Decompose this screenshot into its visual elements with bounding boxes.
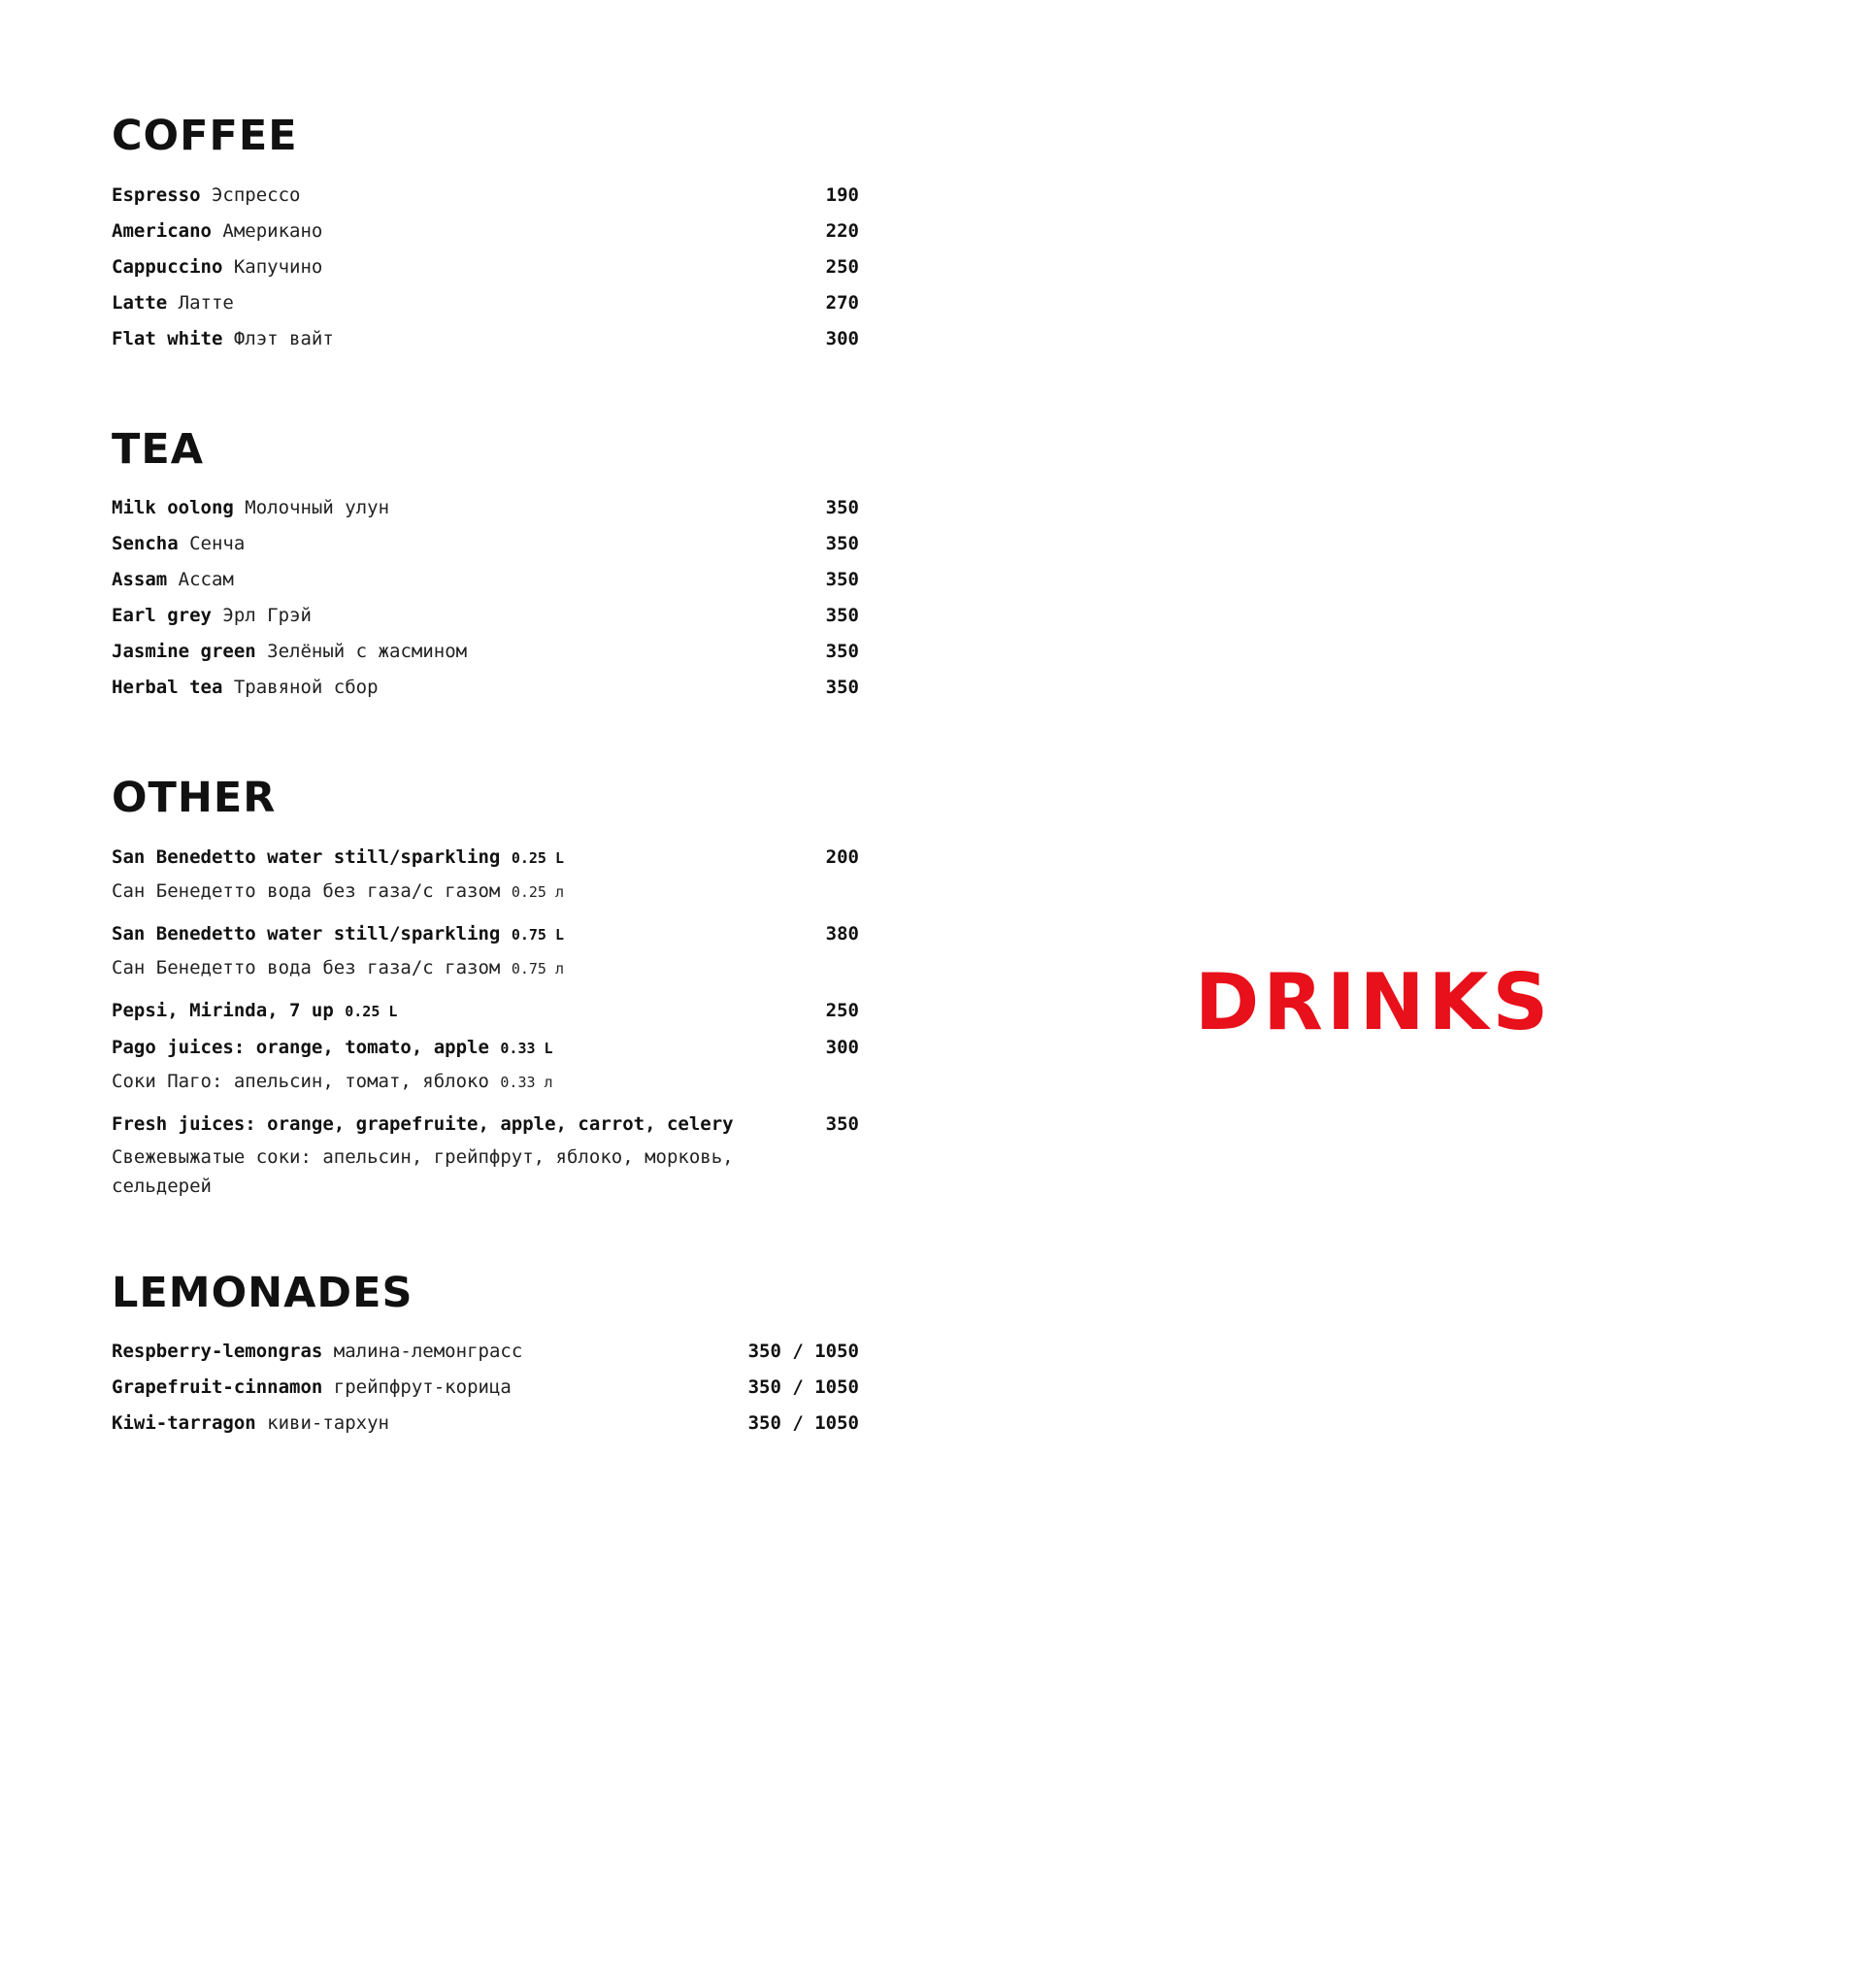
menu-item-text <box>112 285 826 321</box>
item-name-en: Assam <box>112 569 168 591</box>
item-price: 250 <box>825 999 859 1021</box>
item-name-ru: Зелёный с жасмином <box>267 641 468 663</box>
item-name-ru: Сенча <box>189 533 246 555</box>
menu-section-coffee <box>112 112 859 357</box>
menu-item-text <box>112 526 826 562</box>
item-volume: 0.75 L <box>511 925 565 944</box>
item-description-text: Сан Бенедетто вода без газа/с газом <box>112 956 501 978</box>
menu-item-text <box>112 634 826 670</box>
menu-item-main <box>112 285 807 321</box>
item-price: 380 <box>825 922 859 944</box>
item-name-ru: малина-лемонграсс <box>333 1341 523 1363</box>
menu-item <box>112 670 859 706</box>
item-name-en: San Benedetto water still/sparkling <box>112 922 501 944</box>
item-name-en: Cappuccino <box>112 255 223 278</box>
item-name-en: San Benedetto water still/sparkling <box>112 845 501 868</box>
item-name-ru: Латте <box>178 291 234 314</box>
item-price: 350 <box>825 569 859 591</box>
menu-item <box>112 562 859 598</box>
menu-item-text <box>112 1107 826 1201</box>
item-volume: 0.25 L <box>511 848 565 867</box>
item-name-en: Kiwi-tarragon <box>112 1412 256 1435</box>
menu-item <box>112 993 859 1030</box>
menu-item <box>112 249 859 285</box>
item-name-en: Respberry-lemongras <box>112 1341 323 1363</box>
section-title: TEA <box>112 424 204 474</box>
menu-item-main <box>112 490 807 526</box>
menu-item-main <box>112 993 807 1030</box>
menu-item-text <box>112 562 826 598</box>
item-price: 200 <box>825 845 859 868</box>
item-name-en: Jasmine green <box>112 641 256 663</box>
menu-item-text <box>112 321 826 357</box>
item-name-ru: Молочный улун <box>245 497 390 519</box>
menu-item <box>112 178 859 214</box>
item-price: 190 <box>825 183 859 206</box>
menu-item-text <box>112 214 826 249</box>
item-description-volume: 0.75 л <box>511 959 565 977</box>
item-description-ru <box>112 1067 807 1097</box>
menu-section-lemonades <box>112 1269 859 1442</box>
menu-item-main <box>112 1334 729 1370</box>
menu-item-main <box>112 249 807 285</box>
menu-item-main <box>112 562 807 598</box>
menu-item-main <box>112 1030 807 1067</box>
menu-item-text <box>112 840 826 907</box>
menu-section-other <box>112 774 859 1201</box>
menu-item-text <box>112 178 826 214</box>
item-name-en: Latte <box>112 291 168 314</box>
item-price: 350 <box>825 605 859 627</box>
menu-item-text <box>112 249 826 285</box>
item-description-volume: 0.25 л <box>511 882 565 901</box>
item-price: 300 <box>825 1036 859 1058</box>
section-title: LEMONADES <box>112 1268 413 1317</box>
menu-list <box>112 112 859 1509</box>
item-name-en: Espresso <box>112 183 201 206</box>
menu-item-text <box>112 1030 826 1097</box>
menu-item-text <box>112 598 826 634</box>
menu-item-main <box>112 321 807 357</box>
menu-item <box>112 1030 859 1097</box>
menu-item <box>112 490 859 526</box>
item-name-ru: Эспрессо <box>211 183 301 206</box>
menu-item <box>112 1334 859 1370</box>
menu-item <box>112 285 859 321</box>
menu-item <box>112 840 859 907</box>
item-price: 350 <box>825 641 859 663</box>
item-description-text: Соки Паго: апельсин, томат, яблоко <box>112 1070 489 1092</box>
item-description-ru <box>112 953 807 983</box>
item-price: 350 <box>825 1112 859 1135</box>
menu-item <box>112 634 859 670</box>
item-price: 350 <box>825 677 859 699</box>
menu-item <box>112 526 859 562</box>
item-price: 350 / 1050 <box>747 1412 859 1435</box>
item-price: 270 <box>825 291 859 314</box>
menu-item <box>112 1406 859 1441</box>
menu-item-text <box>112 993 826 1030</box>
menu-item-main <box>112 840 807 877</box>
menu-item-text <box>112 1406 748 1441</box>
menu-section-tea <box>112 425 859 707</box>
item-name-en: Pago juices: orange, tomato, apple <box>112 1036 489 1058</box>
item-price: 220 <box>825 219 859 242</box>
item-price: 300 <box>825 327 859 349</box>
menu-item-main <box>112 1370 729 1406</box>
item-name-ru: Капучино <box>233 255 323 278</box>
item-price: 350 / 1050 <box>747 1341 859 1363</box>
item-description-text: Свежевыжатые соки: апельсин, грейпфрут, яблоко, морковь, сельдерей <box>112 1145 734 1197</box>
item-name-ru: Травяной сбор <box>233 677 379 699</box>
item-name-en: Milk oolong <box>112 497 234 519</box>
menu-item-main <box>112 1107 807 1143</box>
item-name-en: Grapefruit-cinnamon <box>112 1376 323 1399</box>
page-title: DRINKS <box>1194 957 1553 1047</box>
menu-item-main <box>112 634 807 670</box>
menu-item <box>112 214 859 249</box>
menu-item-text <box>112 1370 748 1406</box>
item-name-ru: Эрл Грэй <box>222 605 312 627</box>
item-name-ru: киви-тархун <box>267 1412 390 1435</box>
item-name-en: Fresh juices: orange, grapefruite, apple, carrot, celery <box>112 1112 734 1135</box>
item-price: 350 <box>825 497 859 519</box>
item-description-ru <box>112 877 807 907</box>
item-description-text: Сан Бенедетто вода без газа/с газом <box>112 879 501 902</box>
item-description-volume: 0.33 л <box>500 1073 553 1091</box>
menu-item <box>112 598 859 634</box>
menu-item-main <box>112 670 807 706</box>
item-volume: 0.33 L <box>500 1039 553 1057</box>
menu-item <box>112 321 859 357</box>
menu-item-main <box>112 214 807 249</box>
menu-item-main <box>112 178 807 214</box>
item-name-en: Herbal tea <box>112 677 223 699</box>
item-name-en: Sencha <box>112 533 179 555</box>
item-name-en: Flat white <box>112 327 223 349</box>
item-price: 350 <box>825 533 859 555</box>
item-name-ru: грейпфрут-корица <box>333 1376 512 1399</box>
menu-item-main <box>112 916 807 953</box>
section-title: OTHER <box>112 774 277 823</box>
item-description-ru <box>112 1143 807 1201</box>
menu-item-text <box>112 916 826 983</box>
item-name-ru: Американо <box>222 219 323 242</box>
item-name-ru: Ассам <box>178 569 234 591</box>
menu-item-text <box>112 490 826 526</box>
item-price: 350 / 1050 <box>747 1376 859 1399</box>
section-title: COFFEE <box>112 112 298 160</box>
menu-item <box>112 1107 859 1201</box>
menu-item-text <box>112 1334 748 1370</box>
menu-item-text <box>112 670 826 706</box>
menu-item <box>112 916 859 983</box>
item-name-en: Earl grey <box>112 605 212 627</box>
item-name-en: Americano <box>112 219 212 242</box>
item-price: 250 <box>825 255 859 278</box>
item-volume: 0.25 L <box>345 1002 398 1020</box>
item-name-ru: Флэт вайт <box>233 327 334 349</box>
item-name-en: Pepsi, Mirinda, 7 up <box>112 999 334 1021</box>
menu-item-main <box>112 598 807 634</box>
menu-item-main <box>112 526 807 562</box>
menu-item-main <box>112 1406 729 1441</box>
menu-item <box>112 1370 859 1406</box>
